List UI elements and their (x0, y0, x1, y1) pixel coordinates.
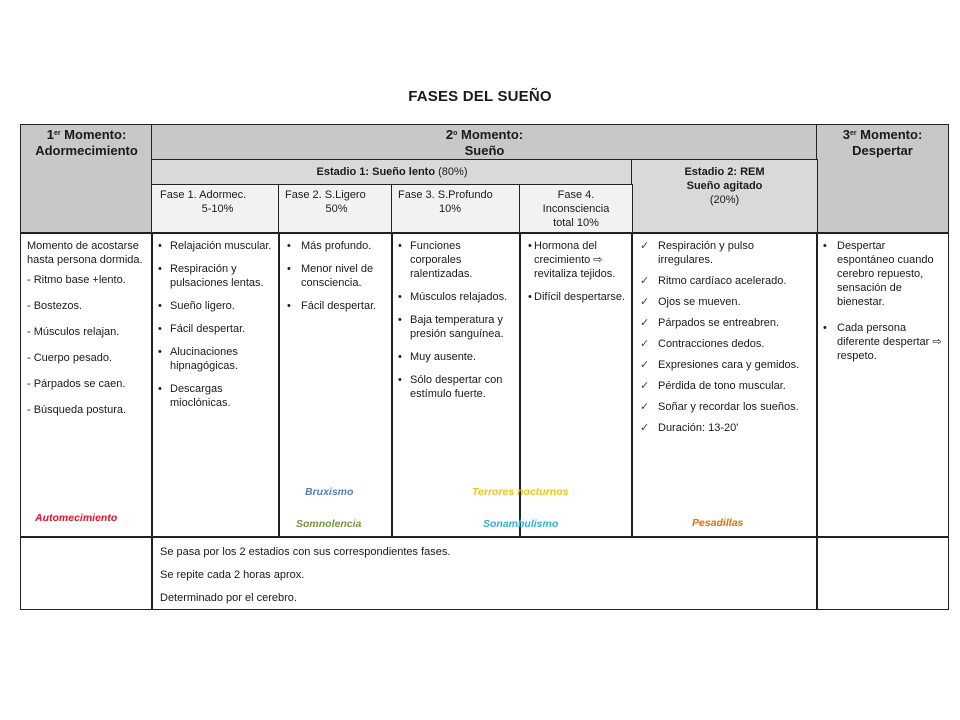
summary-line: Se pasa por los 2 estadios con sus correspondientes fases. (160, 546, 451, 558)
moment-2-label: Momento: (457, 127, 524, 142)
body-moment-3 (816, 232, 949, 538)
check-icon: ✓ (640, 317, 650, 329)
header-moment-1 (20, 124, 153, 234)
moment-1-intro: Momento de acostarse hasta persona dormida. (27, 240, 143, 266)
moment-3-item: • Cada persona diferente despertar ⇨ respeto. (823, 322, 942, 362)
phase-2-item: • Fácil despertar. (287, 300, 377, 312)
phase-3-item: • Músculos relajados. (398, 291, 508, 303)
moment-1-ordinal: 1 (46, 127, 54, 142)
bullet-icon: • (287, 263, 291, 275)
check-icon: ✓ (640, 401, 650, 413)
phase-3-percent: 10% (438, 203, 462, 215)
moment-1-suffix: er (53, 130, 61, 137)
header-phase-3 (391, 184, 521, 234)
header-stage-1 (151, 159, 633, 186)
moment-3-suffix: er (849, 130, 857, 137)
phase-4-percent: total 10% (553, 217, 599, 229)
rem-item: ✓ Párpados se entreabren. (640, 317, 780, 329)
moment-1-item: - Bostezos. (27, 300, 83, 312)
header-phase-4 (519, 184, 633, 234)
bullet-icon: • (823, 240, 827, 252)
summary-cell (151, 536, 818, 610)
page-title: FASES DEL SUEÑO (408, 88, 552, 105)
phase-2-item: • Más profundo. (287, 240, 372, 252)
moment-1-item: - Búsqueda postura. (27, 404, 127, 416)
moment-3-name: Despertar (852, 143, 913, 158)
phase-1-item: • Alucinaciones hipnagógicas. (158, 346, 238, 372)
phase-1-name: Fase 1. Adormec. (160, 189, 247, 201)
check-icon: ✓ (640, 240, 650, 252)
header-phase-2 (278, 184, 393, 234)
bullet-icon: • (398, 374, 402, 386)
disorder-bruxismo: Bruxismo (305, 486, 354, 498)
rem-item: ✓ Respiración y pulso irregulares. (640, 240, 754, 266)
phase-1-item: • Respiración y pulsaciones lentas. (158, 263, 264, 289)
bullet-icon: • (158, 263, 162, 275)
moment-1-label: Momento: (60, 127, 127, 142)
rem-item: ✓ Ojos se mueven. (640, 296, 741, 308)
check-icon: ✓ (640, 380, 650, 392)
body-phase-1 (151, 232, 280, 538)
rem-item: ✓ Expresiones cara y gemidos. (640, 359, 800, 371)
disorder-sonambulismo: Sonambulismo (483, 518, 559, 530)
bullet-icon: • (398, 240, 402, 252)
bullet-icon: • (823, 322, 827, 334)
moment-1-item: - Ritmo base +lento. (27, 274, 126, 286)
moment-2-name: Sueño (464, 143, 505, 158)
phase-1-item: • Sueño ligero. (158, 300, 235, 312)
rem-item: ✓ Soñar y recordar los sueños. (640, 401, 799, 413)
phase-4-item: • Difícil despertarse. (528, 291, 626, 303)
phase-4-name: Fase 4. (557, 189, 595, 201)
bullet-icon: • (158, 300, 162, 312)
stage-2-line3: (20%) (709, 194, 740, 206)
bullet-icon: • (287, 300, 291, 312)
phase-3-item: • Baja temperatura y presión sanguínea. (398, 314, 504, 340)
summary-line: Determinado por el cerebro. (160, 592, 297, 604)
phase-4-item: • Hormona del crecimiento ⇨ revitaliza tejidos. (528, 240, 616, 280)
bullet-icon: • (158, 346, 162, 358)
bullet-icon: • (287, 240, 291, 252)
phase-1-percent: 5-10% (201, 203, 234, 215)
phase-1-item: • Relajación muscular. (158, 240, 272, 252)
phase-3-name: Fase 3. S.Profundo (398, 189, 493, 201)
stage-2-line1: Estadio 2: REM (684, 166, 765, 178)
disorder-pesadillas: Pesadillas (692, 517, 744, 529)
moment-1-name: Adormecimiento (35, 143, 138, 158)
moment-2-ordinal: 2 (445, 127, 454, 142)
moment-1-item: - Músculos relajan. (27, 326, 120, 338)
summary-right-empty (816, 536, 949, 610)
bullet-icon: • (158, 323, 162, 335)
rem-item: ✓ Duración: 13-20' (640, 422, 739, 434)
check-icon: ✓ (640, 296, 650, 308)
phase-2-percent: 50% (325, 203, 348, 215)
moment-1-item: - Párpados se caen. (27, 378, 126, 390)
bullet-icon: • (528, 291, 532, 303)
summary-left-empty (20, 536, 153, 610)
body-moment-1 (20, 232, 153, 538)
bullet-icon: • (398, 291, 402, 303)
phase-3-item: • Funciones corporales ralentizadas. (398, 240, 473, 280)
phase-2-name: Fase 2. S.Ligero (285, 189, 366, 201)
phase-2-item: • Menor nivel de consciencia. (287, 263, 374, 289)
check-icon: ✓ (640, 422, 650, 434)
summary-line: Se repite cada 2 horas aprox. (160, 569, 305, 581)
check-icon: ✓ (640, 275, 650, 287)
stage-1-label: Estadio 1: Sueño lento (316, 166, 436, 178)
rem-item: ✓ Contracciones dedos. (640, 338, 765, 350)
rem-item: ✓ Pérdida de tono muscular. (640, 380, 786, 392)
header-phase-1 (151, 184, 280, 234)
stage-1-percent: (80%) (435, 166, 468, 178)
body-rem (631, 232, 818, 538)
moment-3-item: • Despertar espontáneo cuando cerebro repuesto, sensación de bienestar. (823, 240, 934, 308)
phase-1-item: • Descargas mioclónicas. (158, 383, 231, 409)
disorder-terrores-nocturnos: Terrores nocturnos (472, 486, 569, 498)
bullet-icon: • (158, 383, 162, 395)
disorder-automecimiento: Automecimiento (35, 512, 118, 524)
phase-1-item: • Fácil despertar. (158, 323, 246, 335)
bullet-icon: • (528, 240, 532, 252)
bullet-icon: • (398, 351, 402, 363)
header-moment-3 (816, 124, 949, 234)
moment-3-label: Momento: (856, 127, 923, 142)
phase-4-desc: Inconsciencia (542, 203, 610, 215)
check-icon: ✓ (640, 338, 650, 350)
check-icon: ✓ (640, 359, 650, 371)
moment-1-item: - Cuerpo pesado. (27, 352, 112, 364)
moment-3-ordinal: 3 (842, 127, 850, 142)
stage-2-line2: Sueño agitado (686, 180, 763, 192)
rem-item: ✓ Ritmo cardíaco acelerado. (640, 275, 787, 287)
phase-3-item: • Muy ausente. (398, 351, 477, 363)
disorder-somnolencia: Somnolencia (296, 518, 362, 530)
bullet-icon: • (158, 240, 162, 252)
bullet-icon: • (398, 314, 402, 326)
moment-2-suffix: o (453, 130, 458, 137)
header-stage-2 (631, 159, 818, 234)
phase-3-item: • Sólo despertar con estímulo fuerte. (398, 374, 503, 400)
header-moment-2 (151, 124, 818, 161)
